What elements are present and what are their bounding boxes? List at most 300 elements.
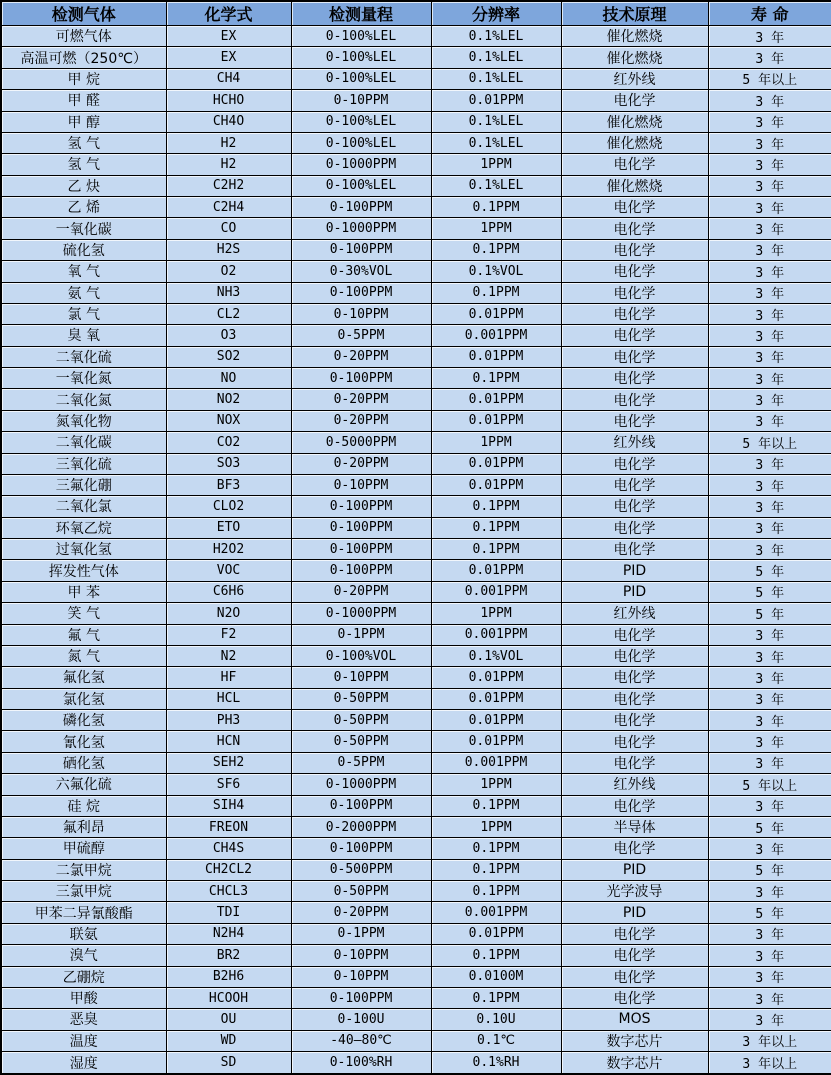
cell-detection-range: 0-1PPM [291, 923, 431, 944]
cell-chemical-formula: CHCL3 [166, 881, 291, 902]
cell-resolution: 0.01PPM [431, 710, 561, 731]
table-row [1, 239, 831, 260]
cell-gas-name: 可燃气体 [1, 26, 166, 47]
cell-detection-range: 0-100%LEL [291, 47, 431, 68]
cell-lifespan: 3 年 [708, 881, 831, 902]
table-row [1, 581, 831, 602]
cell-gas-name: 笑 气 [1, 603, 166, 624]
cell-technical-principle: 电化学 [561, 389, 708, 410]
cell-lifespan: 3 年 [708, 517, 831, 538]
cell-resolution: 0.01PPM [431, 560, 561, 581]
cell-resolution: 0.1PPM [431, 517, 561, 538]
cell-chemical-formula: HCN [166, 731, 291, 752]
cell-gas-name: 硒化氢 [1, 752, 166, 773]
cell-gas-name: 乙硼烷 [1, 966, 166, 987]
cell-chemical-formula: O2 [166, 261, 291, 282]
cell-detection-range: 0-1000PPM [291, 603, 431, 624]
cell-resolution: 0.01PPM [431, 667, 561, 688]
table-row [1, 303, 831, 324]
table-row [1, 1030, 831, 1051]
cell-gas-name: 氯 气 [1, 303, 166, 324]
cell-technical-principle: PID [561, 560, 708, 581]
header-row [1, 1, 831, 26]
cell-lifespan: 5 年 [708, 603, 831, 624]
cell-lifespan: 3 年 [708, 175, 831, 196]
cell-gas-name: 氯化氢 [1, 688, 166, 709]
cell-chemical-formula: CH4S [166, 838, 291, 859]
cell-gas-name: 氨 气 [1, 282, 166, 303]
cell-technical-principle: 电化学 [561, 90, 708, 111]
cell-resolution: 0.001PPM [431, 325, 561, 346]
cell-detection-range: 0-100PPM [291, 987, 431, 1008]
cell-chemical-formula: CH4O [166, 111, 291, 132]
cell-gas-name: 一氧化碳 [1, 218, 166, 239]
cell-chemical-formula: CH4 [166, 68, 291, 89]
cell-lifespan: 5 年 [708, 581, 831, 602]
cell-resolution: 0.001PPM [431, 581, 561, 602]
cell-resolution: 0.1PPM [431, 795, 561, 816]
table-row [1, 432, 831, 453]
table-row [1, 1009, 831, 1030]
cell-resolution: 0.01PPM [431, 389, 561, 410]
cell-chemical-formula: VOC [166, 560, 291, 581]
table-row [1, 26, 831, 47]
cell-chemical-formula: OU [166, 1009, 291, 1030]
table-row [1, 132, 831, 153]
table-row [1, 945, 831, 966]
cell-resolution: 0.001PPM [431, 902, 561, 923]
table-row [1, 645, 831, 666]
table-row [1, 47, 831, 68]
cell-detection-range: 0-20PPM [291, 410, 431, 431]
table-row [1, 68, 831, 89]
cell-detection-range: 0-10PPM [291, 667, 431, 688]
cell-technical-principle: 电化学 [561, 474, 708, 495]
cell-technical-principle: 电化学 [561, 987, 708, 1008]
cell-gas-name: 三氧化硫 [1, 453, 166, 474]
cell-technical-principle: 电化学 [561, 752, 708, 773]
table-row [1, 923, 831, 944]
cell-chemical-formula: EX [166, 47, 291, 68]
cell-detection-range: 0-100PPM [291, 368, 431, 389]
cell-technical-principle: 电化学 [561, 197, 708, 218]
cell-gas-name: 甲 醛 [1, 90, 166, 111]
cell-gas-name: 二氧化氯 [1, 496, 166, 517]
cell-detection-range: -40—80℃ [291, 1030, 431, 1051]
table-row [1, 966, 831, 987]
cell-detection-range: 0-10PPM [291, 90, 431, 111]
cell-lifespan: 3 年 [708, 987, 831, 1008]
cell-lifespan: 5 年 [708, 560, 831, 581]
cell-gas-name: 挥发性气体 [1, 560, 166, 581]
cell-gas-name: 甲 醇 [1, 111, 166, 132]
cell-resolution: 0.0100M [431, 966, 561, 987]
cell-technical-principle: 电化学 [561, 966, 708, 987]
cell-gas-name: 磷化氢 [1, 710, 166, 731]
cell-detection-range: 0-100%LEL [291, 132, 431, 153]
cell-chemical-formula: H2S [166, 239, 291, 260]
cell-technical-principle: 红外线 [561, 68, 708, 89]
cell-chemical-formula: HCOOH [166, 987, 291, 1008]
cell-resolution: 0.1PPM [431, 496, 561, 517]
cell-technical-principle: 催化燃烧 [561, 175, 708, 196]
cell-lifespan: 3 年 [708, 667, 831, 688]
cell-detection-range: 0-1PPM [291, 624, 431, 645]
cell-chemical-formula: NOX [166, 410, 291, 431]
cell-resolution: 0.01PPM [431, 688, 561, 709]
cell-gas-name: 高温可燃（250℃） [1, 47, 166, 68]
cell-lifespan: 5 年 [708, 902, 831, 923]
cell-technical-principle: 红外线 [561, 774, 708, 795]
cell-lifespan: 3 年 [708, 795, 831, 816]
table-row [1, 560, 831, 581]
cell-gas-name: 硅 烷 [1, 795, 166, 816]
cell-lifespan: 3 年 [708, 132, 831, 153]
cell-technical-principle: 催化燃烧 [561, 111, 708, 132]
table-row [1, 710, 831, 731]
cell-chemical-formula: SIH4 [166, 795, 291, 816]
cell-lifespan: 3 年 [708, 282, 831, 303]
cell-detection-range: 0-100PPM [291, 496, 431, 517]
cell-chemical-formula: ETO [166, 517, 291, 538]
table-row [1, 154, 831, 175]
cell-gas-name: 氮 气 [1, 645, 166, 666]
cell-chemical-formula: SD [166, 1052, 291, 1075]
cell-resolution: 0.001PPM [431, 624, 561, 645]
cell-chemical-formula: H2O2 [166, 539, 291, 560]
cell-detection-range: 0-10PPM [291, 303, 431, 324]
table-row [1, 774, 831, 795]
cell-detection-range: 0-100U [291, 1009, 431, 1030]
cell-chemical-formula: HCL [166, 688, 291, 709]
cell-chemical-formula: NO [166, 368, 291, 389]
cell-resolution: 0.1%LEL [431, 175, 561, 196]
cell-lifespan: 3 年 [708, 645, 831, 666]
cell-chemical-formula: HCHO [166, 90, 291, 111]
cell-resolution: 0.01PPM [431, 731, 561, 752]
cell-gas-name: 甲 苯 [1, 581, 166, 602]
cell-technical-principle: 电化学 [561, 710, 708, 731]
cell-technical-principle: 数字芯片 [561, 1030, 708, 1051]
cell-chemical-formula: N2H4 [166, 923, 291, 944]
cell-gas-name: 氢 气 [1, 132, 166, 153]
cell-chemical-formula: H2 [166, 154, 291, 175]
cell-lifespan: 3 年 [708, 26, 831, 47]
cell-resolution: 0.1%LEL [431, 68, 561, 89]
cell-gas-name: 乙 炔 [1, 175, 166, 196]
cell-gas-name: 甲苯二异氰酸酯 [1, 902, 166, 923]
table-row [1, 197, 831, 218]
cell-detection-range: 0-100PPM [291, 282, 431, 303]
cell-resolution: 0.01PPM [431, 474, 561, 495]
cell-technical-principle: 电化学 [561, 645, 708, 666]
cell-detection-range: 0-100PPM [291, 560, 431, 581]
cell-lifespan: 3 年 [708, 752, 831, 773]
cell-lifespan: 3 年 [708, 410, 831, 431]
cell-technical-principle: 电化学 [561, 368, 708, 389]
table-row [1, 624, 831, 645]
header-chemical-formula: 化学式 [166, 1, 291, 26]
cell-detection-range: 0-20PPM [291, 453, 431, 474]
cell-chemical-formula: CO [166, 218, 291, 239]
cell-resolution: 0.01PPM [431, 410, 561, 431]
cell-chemical-formula: CL2 [166, 303, 291, 324]
cell-chemical-formula: CH2CL2 [166, 859, 291, 880]
table-row [1, 603, 831, 624]
cell-chemical-formula: O3 [166, 325, 291, 346]
cell-lifespan: 3 年以上 [708, 1030, 831, 1051]
table-row [1, 816, 831, 837]
cell-gas-name: 二氧化氮 [1, 389, 166, 410]
header-lifespan: 寿 命 [708, 1, 831, 26]
cell-resolution: 0.1PPM [431, 838, 561, 859]
cell-gas-name: 甲酸 [1, 987, 166, 1008]
cell-chemical-formula: H2 [166, 132, 291, 153]
cell-lifespan: 5 年以上 [708, 774, 831, 795]
header-detection-range: 检测量程 [291, 1, 431, 26]
cell-technical-principle: 电化学 [561, 325, 708, 346]
table-row [1, 325, 831, 346]
cell-resolution: 0.10U [431, 1009, 561, 1030]
cell-lifespan: 3 年 [708, 624, 831, 645]
cell-lifespan: 3 年 [708, 368, 831, 389]
cell-gas-name: 氰化氢 [1, 731, 166, 752]
cell-lifespan: 3 年 [708, 474, 831, 495]
cell-chemical-formula: BF3 [166, 474, 291, 495]
cell-technical-principle: 电化学 [561, 218, 708, 239]
cell-lifespan: 3 年 [708, 303, 831, 324]
cell-technical-principle: PID [561, 902, 708, 923]
cell-lifespan: 3 年 [708, 197, 831, 218]
table-row [1, 453, 831, 474]
cell-technical-principle: 催化燃烧 [561, 47, 708, 68]
cell-resolution: 0.1%VOL [431, 645, 561, 666]
cell-detection-range: 0-20PPM [291, 389, 431, 410]
cell-chemical-formula: SEH2 [166, 752, 291, 773]
cell-technical-principle: 催化燃烧 [561, 26, 708, 47]
cell-gas-name: 二氧化硫 [1, 346, 166, 367]
cell-resolution: 0.1%LEL [431, 47, 561, 68]
cell-detection-range: 0-1000PPM [291, 154, 431, 175]
cell-detection-range: 0-20PPM [291, 902, 431, 923]
cell-lifespan: 3 年 [708, 90, 831, 111]
cell-lifespan: 3 年 [708, 539, 831, 560]
cell-detection-range: 0-100PPM [291, 517, 431, 538]
cell-lifespan: 3 年 [708, 453, 831, 474]
cell-chemical-formula: C2H4 [166, 197, 291, 218]
cell-lifespan: 3 年 [708, 966, 831, 987]
cell-gas-name: 甲硫醇 [1, 838, 166, 859]
cell-technical-principle: 电化学 [561, 688, 708, 709]
cell-resolution: 1PPM [431, 432, 561, 453]
cell-detection-range: 0-50PPM [291, 881, 431, 902]
table-body [1, 26, 831, 1075]
table-row [1, 218, 831, 239]
cell-lifespan: 5 年以上 [708, 68, 831, 89]
cell-resolution: 0.1PPM [431, 881, 561, 902]
cell-detection-range: 0-10PPM [291, 966, 431, 987]
cell-technical-principle: 电化学 [561, 261, 708, 282]
cell-technical-principle: 电化学 [561, 496, 708, 517]
cell-chemical-formula: B2H6 [166, 966, 291, 987]
cell-technical-principle: 电化学 [561, 303, 708, 324]
table-row [1, 539, 831, 560]
cell-detection-range: 0-100PPM [291, 838, 431, 859]
cell-lifespan: 3 年 [708, 945, 831, 966]
cell-gas-name: 甲 烷 [1, 68, 166, 89]
cell-technical-principle: PID [561, 859, 708, 880]
cell-lifespan: 3 年 [708, 218, 831, 239]
cell-chemical-formula: C6H6 [166, 581, 291, 602]
cell-lifespan: 5 年 [708, 816, 831, 837]
cell-technical-principle: 红外线 [561, 603, 708, 624]
cell-resolution: 0.1PPM [431, 987, 561, 1008]
table-row [1, 261, 831, 282]
cell-chemical-formula: NO2 [166, 389, 291, 410]
cell-lifespan: 3 年 [708, 688, 831, 709]
cell-detection-range: 0-50PPM [291, 710, 431, 731]
cell-chemical-formula: SO2 [166, 346, 291, 367]
cell-gas-name: 氟 气 [1, 624, 166, 645]
table-row [1, 175, 831, 196]
table-row [1, 838, 831, 859]
cell-technical-principle: MOS [561, 1009, 708, 1030]
cell-lifespan: 3 年以上 [708, 1052, 831, 1075]
cell-technical-principle: 电化学 [561, 731, 708, 752]
cell-chemical-formula: EX [166, 26, 291, 47]
cell-detection-range: 0-5PPM [291, 325, 431, 346]
cell-detection-range: 0-100PPM [291, 239, 431, 260]
cell-detection-range: 0-100PPM [291, 795, 431, 816]
table-row [1, 410, 831, 431]
cell-technical-principle: 红外线 [561, 432, 708, 453]
cell-gas-name: 过氧化氢 [1, 539, 166, 560]
cell-chemical-formula: PH3 [166, 710, 291, 731]
cell-chemical-formula: FREON [166, 816, 291, 837]
cell-chemical-formula: CO2 [166, 432, 291, 453]
cell-gas-name: 乙 烯 [1, 197, 166, 218]
cell-resolution: 0.1PPM [431, 945, 561, 966]
cell-lifespan: 3 年 [708, 731, 831, 752]
cell-technical-principle: 电化学 [561, 923, 708, 944]
cell-technical-principle: 催化燃烧 [561, 132, 708, 153]
cell-technical-principle: 电化学 [561, 945, 708, 966]
cell-detection-range: 0-100%RH [291, 1052, 431, 1075]
cell-lifespan: 5 年以上 [708, 432, 831, 453]
cell-technical-principle: 电化学 [561, 795, 708, 816]
table-row [1, 667, 831, 688]
cell-lifespan: 3 年 [708, 111, 831, 132]
cell-technical-principle: 电化学 [561, 346, 708, 367]
cell-detection-range: 0-5PPM [291, 752, 431, 773]
cell-gas-name: 湿度 [1, 1052, 166, 1075]
table-row [1, 859, 831, 880]
cell-gas-name: 三氯甲烷 [1, 881, 166, 902]
cell-technical-principle: 数字芯片 [561, 1052, 708, 1075]
cell-lifespan: 3 年 [708, 47, 831, 68]
cell-detection-range: 0-10PPM [291, 474, 431, 495]
cell-technical-principle: 电化学 [561, 838, 708, 859]
cell-resolution: 0.1PPM [431, 239, 561, 260]
table-row [1, 282, 831, 303]
cell-resolution: 0.01PPM [431, 90, 561, 111]
cell-technical-principle: 电化学 [561, 517, 708, 538]
cell-lifespan: 3 年 [708, 389, 831, 410]
cell-detection-range: 0-5000PPM [291, 432, 431, 453]
cell-resolution: 0.1%RH [431, 1052, 561, 1075]
cell-lifespan: 3 年 [708, 261, 831, 282]
cell-technical-principle: 电化学 [561, 624, 708, 645]
cell-resolution: 0.1PPM [431, 282, 561, 303]
cell-lifespan: 3 年 [708, 496, 831, 517]
table-row [1, 346, 831, 367]
cell-detection-range: 0-1000PPM [291, 218, 431, 239]
cell-detection-range: 0-50PPM [291, 688, 431, 709]
cell-detection-range: 0-50PPM [291, 731, 431, 752]
cell-technical-principle: 电化学 [561, 239, 708, 260]
table-row [1, 795, 831, 816]
cell-resolution: 0.1PPM [431, 197, 561, 218]
cell-lifespan: 3 年 [708, 923, 831, 944]
cell-gas-name: 氮氧化物 [1, 410, 166, 431]
cell-detection-range: 0-500PPM [291, 859, 431, 880]
cell-resolution: 0.1%LEL [431, 26, 561, 47]
table-row [1, 881, 831, 902]
cell-resolution: 0.1PPM [431, 368, 561, 389]
cell-resolution: 1PPM [431, 218, 561, 239]
cell-lifespan: 3 年 [708, 239, 831, 260]
cell-detection-range: 0-30%VOL [291, 261, 431, 282]
cell-gas-name: 恶臭 [1, 1009, 166, 1030]
cell-gas-name: 六氟化硫 [1, 774, 166, 795]
cell-gas-name: 氟化氢 [1, 667, 166, 688]
cell-gas-name: 温度 [1, 1030, 166, 1051]
cell-chemical-formula: HF [166, 667, 291, 688]
cell-gas-name: 二氧化碳 [1, 432, 166, 453]
table-row [1, 496, 831, 517]
cell-detection-range: 0-20PPM [291, 346, 431, 367]
cell-technical-principle: 电化学 [561, 539, 708, 560]
cell-technical-principle: 光学波导 [561, 881, 708, 902]
cell-technical-principle: 半导体 [561, 816, 708, 837]
table-row [1, 90, 831, 111]
cell-resolution: 0.1%VOL [431, 261, 561, 282]
cell-gas-name: 环氧乙烷 [1, 517, 166, 538]
cell-technical-principle: 电化学 [561, 453, 708, 474]
cell-detection-range: 0-100%LEL [291, 26, 431, 47]
table-row [1, 1052, 831, 1075]
cell-resolution: 0.1PPM [431, 539, 561, 560]
table-row [1, 688, 831, 709]
cell-chemical-formula: TDI [166, 902, 291, 923]
cell-detection-range: 0-100%LEL [291, 111, 431, 132]
cell-chemical-formula: SO3 [166, 453, 291, 474]
table-row [1, 368, 831, 389]
cell-technical-principle: 电化学 [561, 282, 708, 303]
table-row [1, 987, 831, 1008]
cell-detection-range: 0-10PPM [291, 945, 431, 966]
cell-gas-name: 臭 氧 [1, 325, 166, 346]
cell-resolution: 1PPM [431, 603, 561, 624]
cell-detection-range: 0-20PPM [291, 581, 431, 602]
cell-gas-name: 二氯甲烷 [1, 859, 166, 880]
cell-lifespan: 3 年 [708, 710, 831, 731]
cell-technical-principle: 电化学 [561, 154, 708, 175]
cell-chemical-formula: N2O [166, 603, 291, 624]
cell-resolution: 0.01PPM [431, 346, 561, 367]
table-row [1, 111, 831, 132]
cell-resolution: 0.01PPM [431, 923, 561, 944]
